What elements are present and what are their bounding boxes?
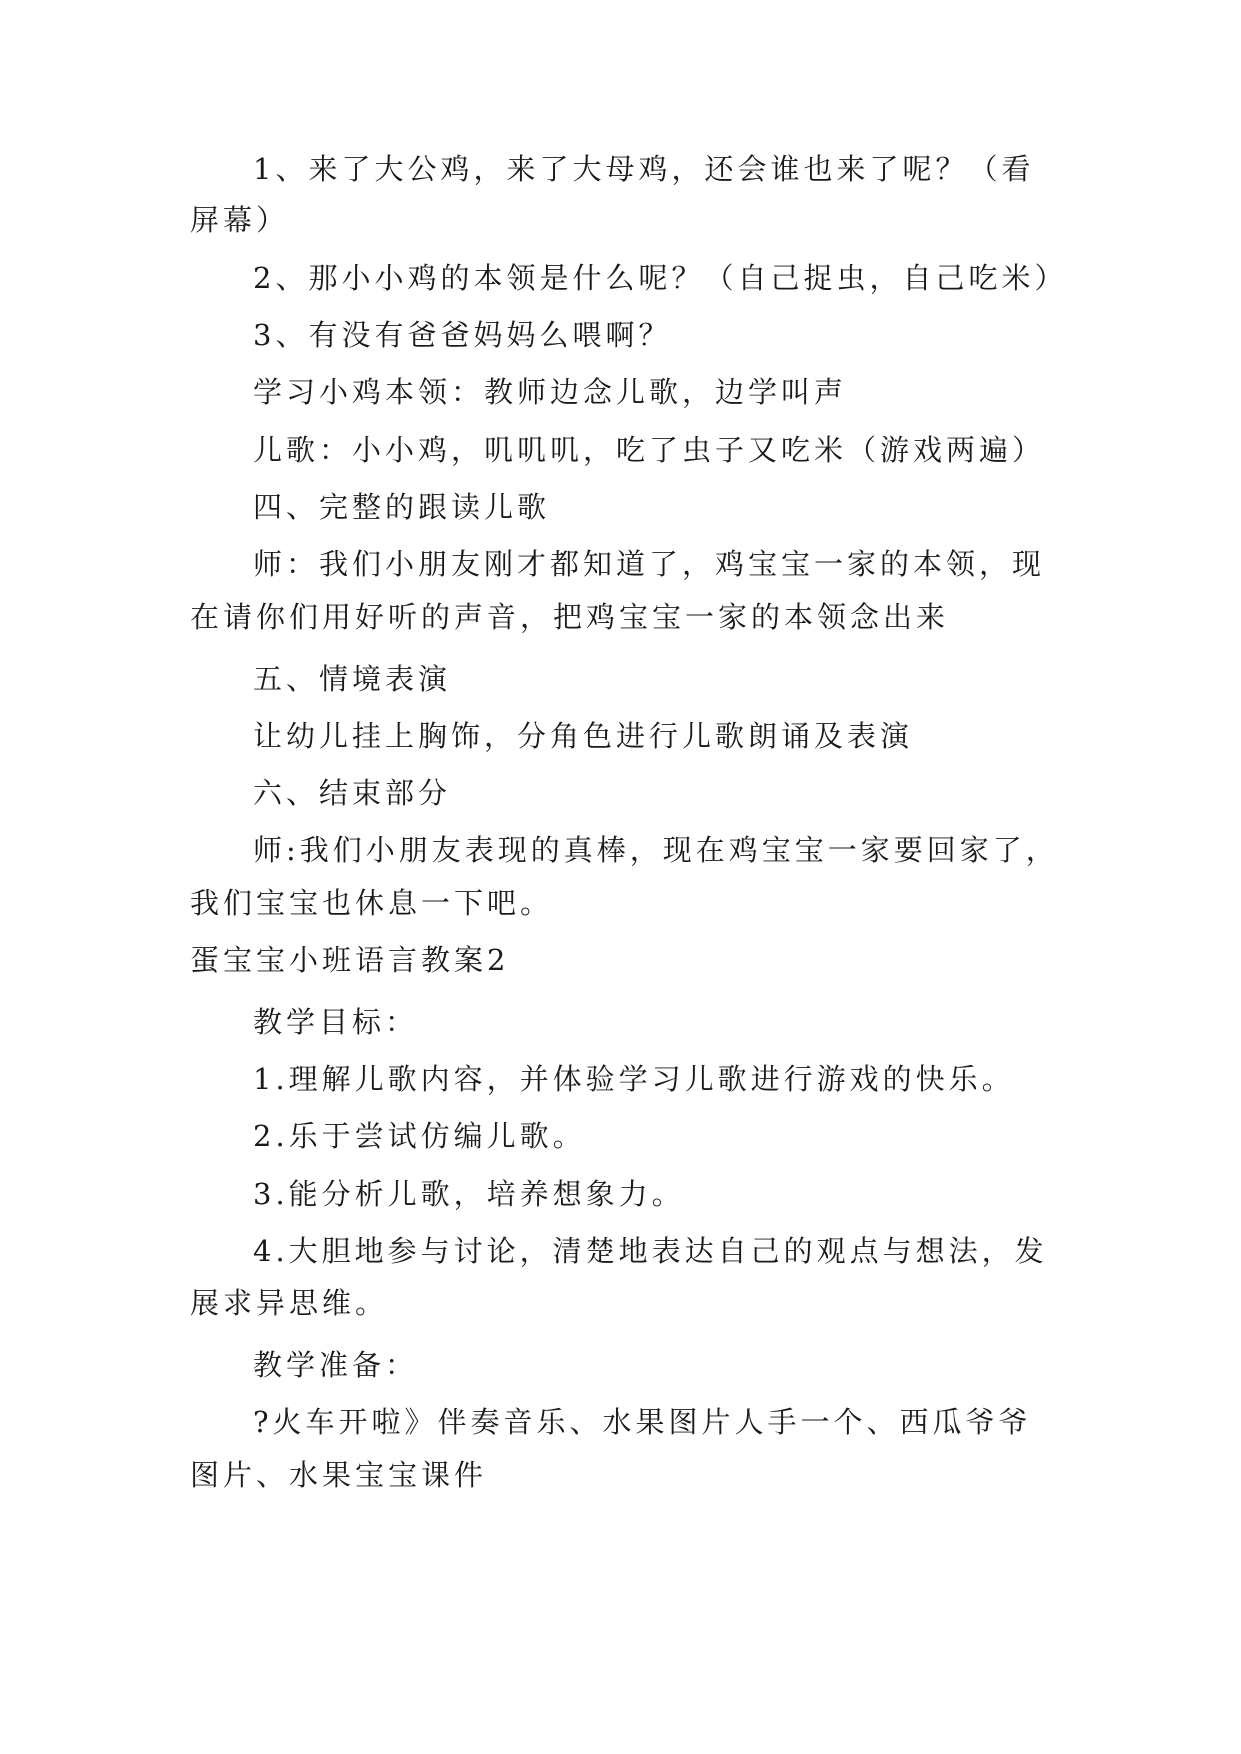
paragraph-line: 展求异思维。 <box>190 1286 389 1320</box>
paragraph-line: 师：我们小朋友刚才都知道了，鸡宝宝一家的本领，现 <box>253 547 1046 581</box>
paragraph-line: 图片、水果宝宝课件 <box>190 1458 488 1492</box>
paragraph-line: 我们宝宝也休息一下吧。 <box>190 886 554 920</box>
paragraph-line: 师:我们小朋友表现的真棒，现在鸡宝宝一家要回家了， <box>253 833 1059 867</box>
paragraph-line: 2、那小小鸡的本领是什么呢？（自己捉虫，自己吃米） <box>253 261 1068 295</box>
list-item: 3.能分析儿歌，培养想象力。 <box>253 1177 685 1211</box>
paragraph-line: ?火车开啦》伴奏音乐、水果图片人手一个、西瓜爷爷 <box>253 1405 1032 1439</box>
lesson-title: 蛋宝宝小班语言教案2 <box>190 943 510 977</box>
paragraph-line: 1、来了大公鸡，来了大母鸡，还会谁也来了呢？（看 <box>253 152 1035 186</box>
paragraph-line: 3、有没有爸爸妈妈么喂啊？ <box>253 318 672 352</box>
section-heading: 教学目标： <box>253 1005 419 1039</box>
section-heading: 六、结束部分 <box>253 776 452 810</box>
paragraph-line: 在请你们用好听的声音，把鸡宝宝一家的本领念出来 <box>190 600 950 634</box>
list-item: 4.大胆地参与讨论，清楚地表达自己的观点与想法，发 <box>253 1234 1048 1268</box>
list-item: 1.理解儿歌内容，并体验学习儿歌进行游戏的快乐。 <box>253 1062 1015 1096</box>
section-heading: 教学准备： <box>253 1348 419 1382</box>
section-heading: 四、完整的跟读儿歌 <box>253 490 551 524</box>
section-heading: 五、情境表演 <box>253 662 452 696</box>
paragraph-line: 学习小鸡本领：教师边念儿歌，边学叫声 <box>253 375 848 409</box>
list-item: 2.乐于尝试仿编儿歌。 <box>253 1119 586 1153</box>
paragraph-line: 儿歌：小小鸡，叽叽叽，吃了虫子又吃米（游戏两遍） <box>253 433 1046 467</box>
paragraph-line: 让幼儿挂上胸饰，分角色进行儿歌朗诵及表演 <box>253 719 914 753</box>
paragraph-line: 屏幕） <box>190 203 290 237</box>
